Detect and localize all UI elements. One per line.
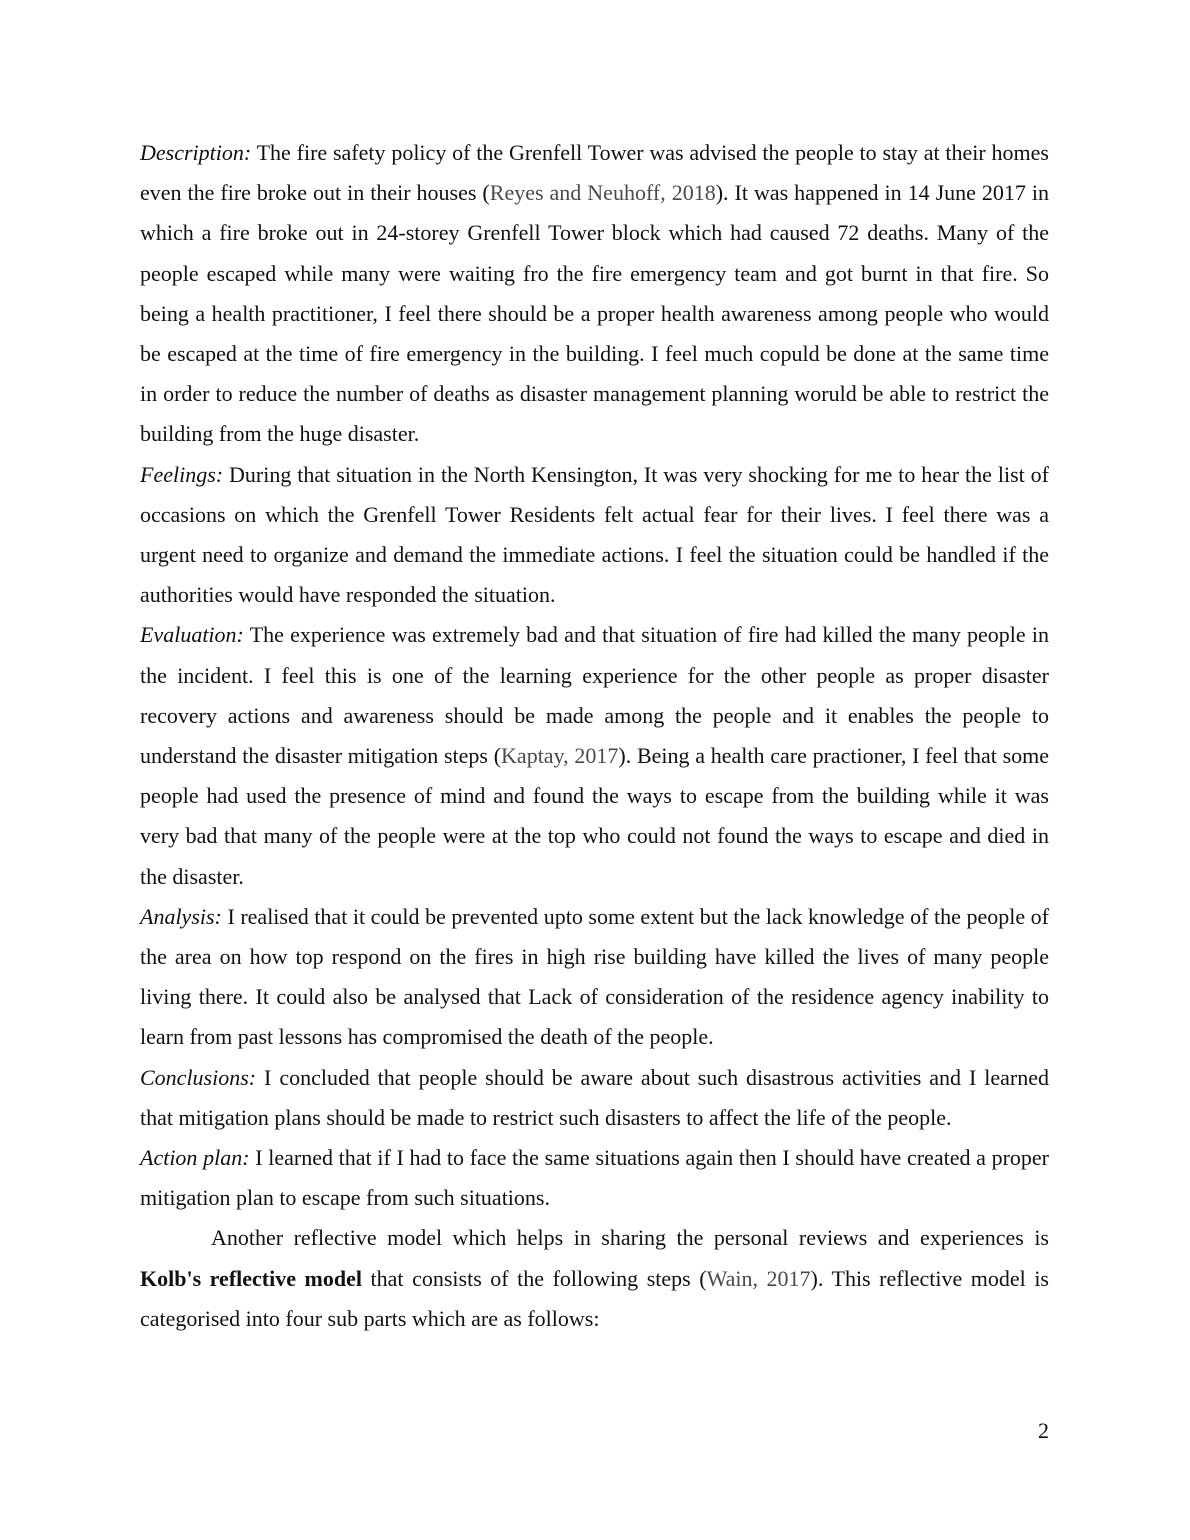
action-plan-paragraph (140, 1138, 1049, 1218)
description-text-part1: The fire safety policy of the Grenfell Tower was advised the people to stay at their homes even the fire broke out in their houses ( (140, 140, 1049, 206)
page-number: 2 (1038, 1418, 1049, 1443)
evaluation-label: Evaluation: (140, 622, 244, 648)
conclusions-text: I concluded that people should be aware about such disastrous activities and I learned that mitigation plans should be made to restrict such disasters to affect the life of the people. (140, 1064, 1049, 1130)
kolb-text-part2: that consists of the following steps ( (361, 1265, 707, 1291)
analysis-paragraph (140, 897, 1049, 1058)
conclusions-paragraph (140, 1058, 1049, 1138)
feelings-text: During that situation in the North Kensington, It was very shocking for me to hear the list of occasions on which the Grenfell Tower Residents felt actual fear for their lives. I feel there was a urgent need to organize and demand the immediate actions. I feel the situation could be handled if the authorities would have responded the situation. (140, 461, 1049, 608)
evaluation-paragraph (140, 615, 1049, 896)
document-body (140, 133, 1049, 1339)
description-citation: Reyes and Neuhoff, 2018 (489, 180, 716, 206)
description-paragraph (140, 133, 1049, 455)
feelings-paragraph (140, 455, 1049, 616)
evaluation-text-part1: The experience was extremely bad and that situation of fire had killed the many people in the incident. I feel this is one of the learning experience for the other people as proper disaster recovery actions and awareness should be made among the people and it enables the people to understand the disaster mitigation steps ( (140, 622, 1049, 769)
description-label: Description: (140, 140, 252, 165)
analysis-text: I realised that it could be prevented upto some extent but the lack knowledge of the people of the area on how top respond on the fires in high rise building have killed the lives of many people living there. It could also be analysed that Lack of consideration of the residence agency inability to learn from past lessons has compromised the death of the people. (140, 903, 1049, 1050)
kolb-text-part1: Another reflective model which helps in sharing the personal reviews and experiences is (211, 1225, 1049, 1251)
analysis-label: Analysis: (140, 903, 222, 929)
evaluation-text-part2: ). Being a health care practioner, I feel that some people had used the presence of mind and found the ways to escape from the building while it was very bad that many of the people were at the top who could not found the ways to escape and died in the disaster. (140, 743, 1050, 889)
conclusions-label: Conclusions: (140, 1064, 257, 1090)
description-text-part2: ). It was happened in 14 June 2017 in which a fire broke out in 24-storey Grenfell Tower block which had caused 72 deaths. Many of the people escaped while many were waiting fro the fire emergency team and got burnt in that fire. So being a health practitioner, I feel there should be a proper health awareness among people who would be escaped at the time of fire emergency in the building. I feel much copuld be done at the same time in order to reduce the number of deaths as disaster management planning woruld be able to restrict the building from the huge disaster. (140, 180, 1050, 447)
action-plan-label: Action plan: (140, 1145, 250, 1171)
action-plan-text: I learned that if I had to face the same situations again then I should have created a proper mitigation plan to escape from such situations. (140, 1145, 1050, 1211)
kolb-paragraph (140, 1218, 1049, 1339)
evaluation-citation: Kaptay, 2017 (501, 743, 619, 769)
kolb-citation: Wain, 2017 (706, 1265, 811, 1291)
kolb-text-part3: ). This reflective model is categorised into four sub parts which are as follows: (140, 1265, 1049, 1331)
kolb-model-name: Kolb's reflective model (140, 1265, 362, 1291)
feelings-label: Feelings: (140, 461, 224, 487)
